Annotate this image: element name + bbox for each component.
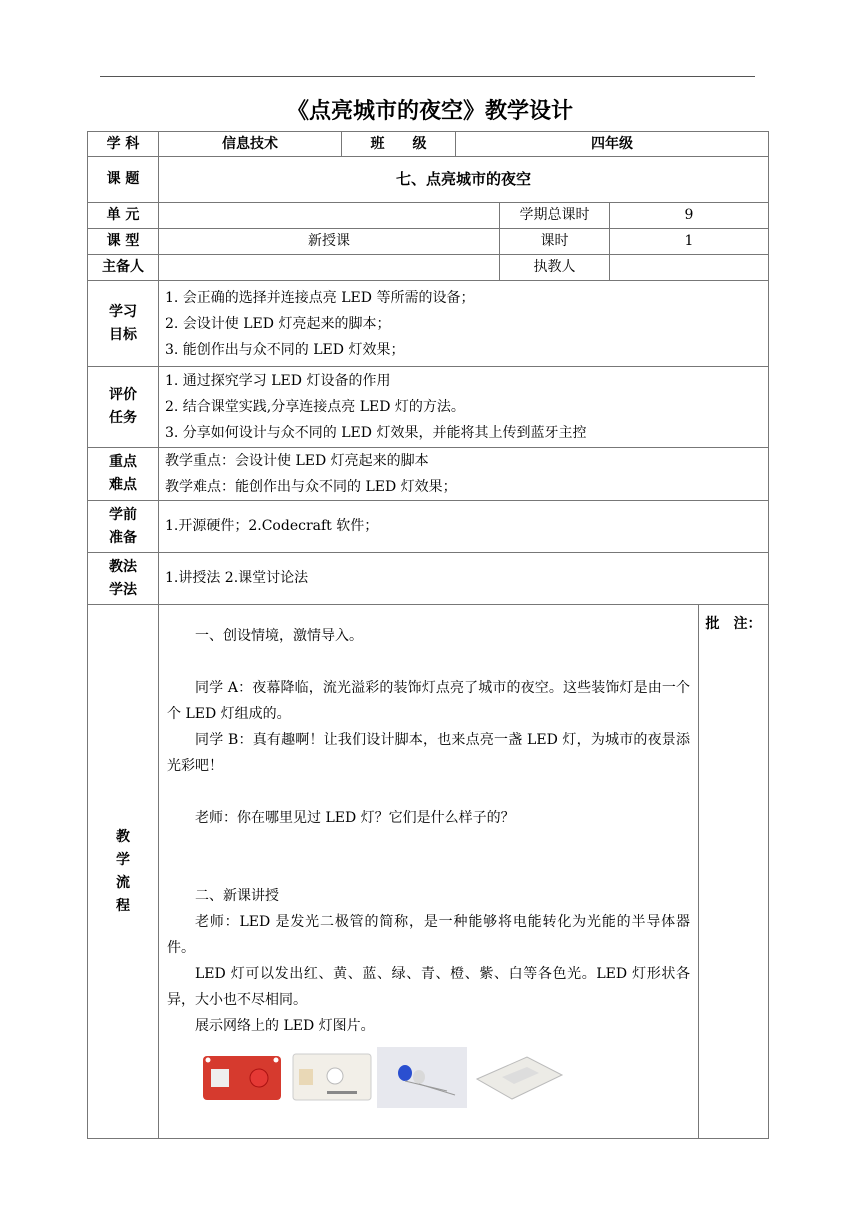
flow-label-char: 流 <box>116 874 130 891</box>
keypoint-item: 教学重点：会设计使 LED 灯亮起来的脚本 <box>165 453 429 469</box>
note-label: 批 注： <box>699 605 769 1139</box>
type-value: 新授课 <box>159 229 500 255</box>
task-item: 2. 结合课堂实践,分享连接点亮 LED 灯的方法。 <box>165 399 465 415</box>
total-hours-label: 学期总课时 <box>500 203 610 229</box>
flow-paragraph: 同学 A：夜幕降临，流光溢彩的装饰灯点亮了城市的夜空。这些装饰灯是由一个个 LED 灯组成的。 <box>167 680 690 722</box>
prep-label-2: 准备 <box>109 529 137 546</box>
keypoint-item: 教学难点：能创作出与众不同的 LED 灯效果； <box>165 479 457 495</box>
lesson-plan-table <box>87 131 769 1139</box>
topic-label: 课 题 <box>88 157 159 203</box>
led-module-red-image <box>197 1047 287 1108</box>
goal-item: 1. 会正确的选择并连接点亮 LED 等所需的设备； <box>165 289 475 306</box>
row-prep <box>88 501 769 553</box>
keypoints-label-2: 难点 <box>109 477 137 493</box>
teacher-value <box>610 255 769 281</box>
preparer-label: 主备人 <box>88 255 159 281</box>
row-type <box>88 229 769 255</box>
method-value: 1.讲授法 2.课堂讨论法 <box>159 553 769 605</box>
row-preparer <box>88 255 769 281</box>
flow-label-char: 程 <box>116 897 130 914</box>
total-hours-value: 9 <box>610 203 769 229</box>
goal-item: 2. 会设计使 LED 灯亮起来的脚本； <box>165 315 391 332</box>
flow-paragraph: 老师：你在哪里见过 LED 灯？它们是什么样子的？ <box>195 810 515 826</box>
led-module-white-image <box>287 1047 377 1108</box>
led-images-strip <box>197 1047 572 1108</box>
flow-label-char: 学 <box>116 851 130 868</box>
row-keypoints <box>88 448 769 501</box>
prep-label-1: 学前 <box>109 506 137 523</box>
tasks-label-1: 评价 <box>109 387 137 403</box>
row-subject <box>88 132 769 157</box>
flow-paragraph: 二、新课讲授 <box>195 888 279 904</box>
goals-label-1: 学习 <box>109 303 137 320</box>
class-label: 班 级 <box>342 132 456 157</box>
flow-paragraph: 老师：LED 是发光二极管的简称，是一种能够将电能转化为光能的半导体器件。 <box>167 914 690 956</box>
row-flow <box>88 605 769 1139</box>
hours-value: 1 <box>610 229 769 255</box>
flow-paragraph: 一、创设情境，激情导入。 <box>195 628 363 644</box>
flow-content <box>159 605 699 1139</box>
task-item: 3. 分享如何设计与众不同的 LED 灯效果，并能将其上传到蓝牙主控 <box>165 425 587 441</box>
document-title: 《点亮城市的夜空》教学设计 <box>286 99 573 124</box>
tasks-label-2: 任务 <box>109 410 137 426</box>
led-bulbs-image <box>377 1047 467 1108</box>
unit-label: 单 元 <box>88 203 159 229</box>
row-tasks <box>88 367 769 448</box>
row-goals <box>88 281 769 367</box>
goals-label-2: 目标 <box>109 326 137 343</box>
method-label-2: 学法 <box>109 581 137 598</box>
row-topic <box>88 157 769 203</box>
subject-label: 学 科 <box>88 132 159 157</box>
topic-value: 七、点亮城市的夜空 <box>159 157 769 203</box>
grade-value: 四年级 <box>456 132 769 157</box>
flow-label-char: 教 <box>116 828 130 845</box>
hours-label: 课时 <box>500 229 610 255</box>
type-label: 课 型 <box>88 229 159 255</box>
preparer-value <box>159 255 500 281</box>
task-item: 1. 通过探究学习 LED 灯设备的作用 <box>165 373 391 389</box>
flow-paragraph: 同学 B：真有趣啊！让我们设计脚本，也来点亮一盏 LED 灯，为城市的夜景添光彩吧！ <box>167 732 690 774</box>
goal-item: 3. 能创作出与众不同的 LED 灯效果； <box>165 341 405 358</box>
flow-paragraph: 展示网络上的 LED 灯图片。 <box>195 1018 375 1034</box>
row-method <box>88 553 769 605</box>
subject-value: 信息技术 <box>159 132 342 157</box>
flow-paragraph: LED 灯可以发出红、黄、蓝、绿、青、橙、紫、白等各色光。LED 灯形状各异，大小也不尽相同。 <box>167 966 690 1008</box>
row-unit <box>88 203 769 229</box>
method-label-1: 教法 <box>109 558 137 575</box>
keypoints-label-1: 重点 <box>109 454 137 470</box>
teacher-label: 执教人 <box>500 255 610 281</box>
led-strip-module-image <box>467 1047 572 1108</box>
header-rule <box>100 76 755 77</box>
unit-value <box>159 203 500 229</box>
prep-value: 1.开源硬件；2.Codecraft 软件； <box>159 501 769 553</box>
